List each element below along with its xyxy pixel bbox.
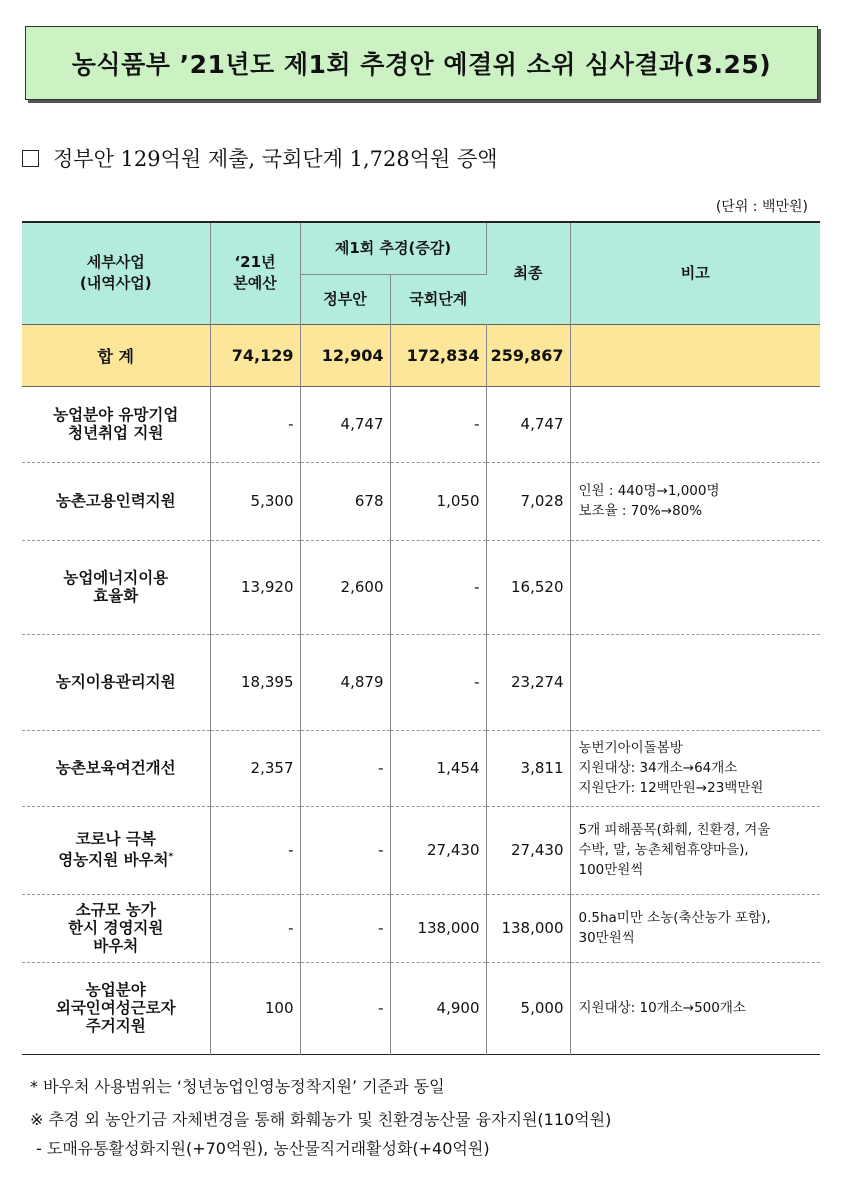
project-name-line: 바우처: [93, 937, 139, 955]
note-line: 인원 : 440명→1,000명: [578, 483, 720, 499]
cell-final: 138,000: [486, 894, 570, 962]
note-line: 보조율 : 70%→80%: [578, 503, 703, 519]
project-name-line: 농업분야 유망기업: [53, 406, 179, 424]
total-assembly: 172,834: [390, 324, 486, 386]
cell-final: 5,000: [486, 962, 570, 1054]
cell-assembly: -: [390, 540, 486, 634]
cell-assembly: 1,050: [390, 462, 486, 540]
project-name-line: 주거지원: [85, 1017, 146, 1035]
note-line: 5개 피해품목(화훼, 친환경, 겨울: [578, 822, 771, 838]
cell-assembly: 27,430: [390, 806, 486, 894]
header-budget-line1: ‘21년: [234, 253, 276, 272]
project-name: [22, 730, 210, 806]
project-name-line: 효율화: [93, 587, 139, 605]
total-final: 259,867: [486, 324, 570, 386]
cell-government: -: [300, 894, 390, 962]
total-label: 합 계: [22, 324, 210, 386]
cell-budget: -: [210, 386, 300, 462]
cell-government: 4,879: [300, 634, 390, 730]
note-line: 지원대상: 10개소→500개소: [578, 1000, 746, 1016]
cell-notes: [570, 806, 820, 894]
summary-line: [22, 143, 498, 173]
footnote-mark: *: [168, 852, 174, 863]
project-name: [22, 894, 210, 962]
header-government: 정부안: [300, 274, 390, 324]
header-project-line2: (내역사업): [79, 274, 152, 293]
cell-budget: -: [210, 894, 300, 962]
header-supp-group: 제1회 추경(증감): [300, 222, 486, 274]
table-row: [22, 462, 820, 540]
note-line: 0.5ha미만 소농(축산농가 포함),: [578, 910, 771, 926]
footnote-loan: ※ 추경 외 농안기금 자체변경을 통해 화훼농가 및 친환경농산물 융자지원(110억원): [30, 1110, 612, 1129]
project-name-line: 농지이용관리지원: [55, 673, 176, 691]
table-row: [22, 634, 820, 730]
total-budget: 74,129: [210, 324, 300, 386]
note-line: 100만원씩: [578, 862, 644, 878]
cell-budget: -: [210, 806, 300, 894]
cell-assembly: 1,454: [390, 730, 486, 806]
cell-government: 678: [300, 462, 390, 540]
header-final: 최종: [486, 222, 570, 324]
cell-budget: 13,920: [210, 540, 300, 634]
table-row: [22, 894, 820, 962]
cell-notes: [570, 730, 820, 806]
footnote-voucher: * 바우처 사용범위는 ‘청년농업인영농정착지원’ 기준과 동일: [30, 1077, 445, 1096]
cell-final: 27,430: [486, 806, 570, 894]
table-row: [22, 540, 820, 634]
cell-budget: 18,395: [210, 634, 300, 730]
unit-label: (단위 : 백만원): [715, 199, 808, 215]
total-notes: [570, 324, 820, 386]
footnote-loan-detail: - 도매유통활성화지원(+70억원), 농산물직거래활성화(+40억원): [36, 1139, 490, 1158]
project-name-line: 소규모 농가: [75, 901, 156, 919]
total-row: [22, 324, 820, 386]
table-row: [22, 962, 820, 1054]
cell-budget: 2,357: [210, 730, 300, 806]
table-row: [22, 730, 820, 806]
project-name-line: 청년취업 지원: [68, 424, 164, 442]
cell-assembly: -: [390, 386, 486, 462]
project-name-line: 한시 경영지원: [68, 919, 164, 937]
project-name-line: 농촌보육여건개선: [55, 759, 176, 777]
header-assembly: 국회단계: [390, 274, 486, 324]
cell-notes: [570, 386, 820, 462]
note-line: 30만원씩: [578, 930, 635, 946]
project-name: [22, 386, 210, 462]
cell-final: 7,028: [486, 462, 570, 540]
budget-table: [22, 221, 820, 1055]
cell-government: 4,747: [300, 386, 390, 462]
summary-text: 정부안 129억원 제출, 국회단계 1,728억원 증액: [53, 147, 498, 171]
cell-budget: 100: [210, 962, 300, 1054]
cell-notes: [570, 894, 820, 962]
project-name: [22, 540, 210, 634]
cell-final: 23,274: [486, 634, 570, 730]
project-name: [22, 462, 210, 540]
header-budget: [210, 222, 300, 324]
project-name-line: 농업에너지이용: [63, 569, 169, 587]
cell-notes: [570, 462, 820, 540]
project-name-line: 코로나 극복: [75, 830, 156, 849]
table-row: [22, 806, 820, 894]
cell-assembly: -: [390, 634, 486, 730]
checkbox-square-icon: [22, 150, 39, 167]
cell-final: 16,520: [486, 540, 570, 634]
project-name: [22, 962, 210, 1054]
cell-government: -: [300, 806, 390, 894]
project-name-line: 농업분야: [85, 981, 146, 999]
note-line: 농번기아이돌봄방: [578, 740, 683, 756]
project-name: [22, 634, 210, 730]
table-row: [22, 386, 820, 462]
total-government: 12,904: [300, 324, 390, 386]
project-name-line: 농촌고용인력지원: [55, 492, 176, 510]
cell-budget: 5,300: [210, 462, 300, 540]
cell-government: -: [300, 730, 390, 806]
header-budget-line2: 본예산: [233, 274, 277, 293]
cell-notes: [570, 962, 820, 1054]
cell-assembly: 138,000: [390, 894, 486, 962]
note-line: 지원대상: 34개소→64개소: [578, 760, 738, 776]
project-name-line: 외국인여성근로자: [55, 999, 176, 1017]
page-title: 농식품부 ’21년도 제1회 추경안 예결위 소위 심사결과(3.25): [25, 26, 818, 100]
header-project-line1: 세부사업: [86, 253, 145, 272]
cell-assembly: 4,900: [390, 962, 486, 1054]
cell-final: 4,747: [486, 386, 570, 462]
project-name-line: [22, 848, 210, 869]
header-project: [22, 222, 210, 324]
header-notes: 비고: [570, 222, 820, 324]
cell-government: 2,600: [300, 540, 390, 634]
note-line: 지원단가: 12백만원→23백만원: [578, 780, 764, 796]
project-name-line-text: 영농지원 바우처: [58, 851, 169, 870]
cell-final: 3,811: [486, 730, 570, 806]
cell-notes: [570, 634, 820, 730]
cell-notes: [570, 540, 820, 634]
project-name: [22, 806, 210, 894]
note-line: 수박, 말, 농촌체험휴양마을),: [578, 842, 749, 858]
cell-government: -: [300, 962, 390, 1054]
